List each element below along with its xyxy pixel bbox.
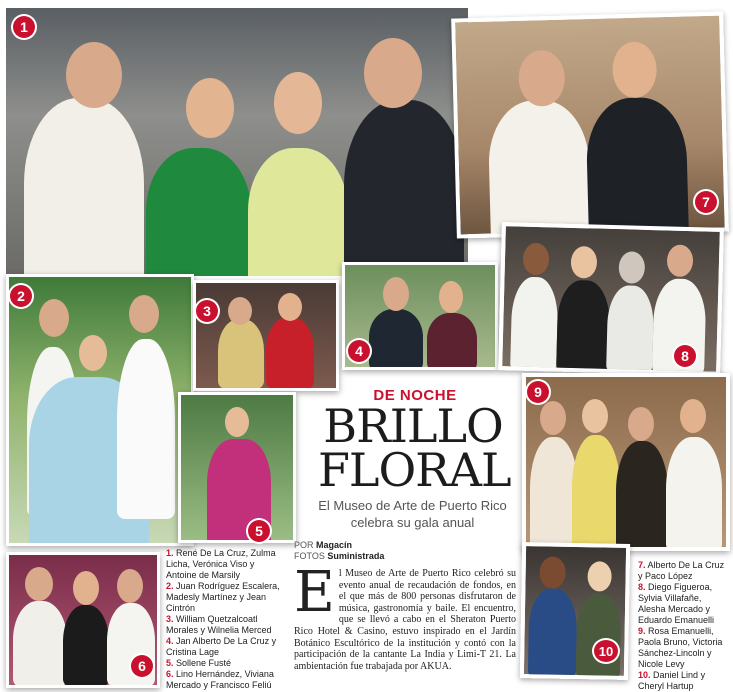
person-figure <box>218 319 264 389</box>
person-head <box>364 38 422 108</box>
person-figure <box>510 276 558 372</box>
person-head <box>39 299 69 337</box>
person-head <box>73 571 99 605</box>
photo-5 <box>178 392 296 543</box>
caption-item: 10. Daniel Lind y Cheryl Hartup <box>638 670 706 691</box>
person-head <box>540 401 566 435</box>
person-figure <box>369 309 423 370</box>
caption-item: 1. René De La Cruz, Zulma Licha, Verónica Viso y Antoine de Marsily <box>166 548 276 580</box>
person-head <box>383 277 409 311</box>
person-figure <box>427 313 477 370</box>
person-figure <box>248 148 348 276</box>
captions-left <box>166 548 286 691</box>
article-subtitle: El Museo de Arte de Puerto Rico celebra su gala anual <box>318 498 507 530</box>
article-dropcap: E <box>294 560 335 625</box>
person-head <box>228 297 252 325</box>
person-figure <box>63 605 109 687</box>
person-head <box>66 42 122 108</box>
person-head <box>628 407 654 441</box>
caption-item: 5. Sollene Fusté <box>166 658 232 668</box>
caption-item: 8. Diego Figueroa, Sylvia Villafañe, Alesha Mercado y Eduardo Emanuelli <box>638 582 715 625</box>
caption-item: 9. Rosa Emanuelli, Paola Bruno, Victoria Sánchez-Lincoln y Nicole Levy <box>638 626 723 669</box>
person-figure <box>266 317 314 389</box>
caption-item: 3. William Quetzalcoatl Morales y Wilnelia Merced <box>166 614 272 635</box>
photo-number-badge: 3 <box>196 300 218 322</box>
person-figure <box>572 435 620 551</box>
photo-3 <box>193 280 339 391</box>
person-head <box>278 293 302 321</box>
person-head <box>117 569 143 603</box>
article-title-line-2: FLORAL <box>318 443 511 497</box>
person-head <box>680 399 706 433</box>
person-head <box>186 78 234 138</box>
byline-photos: Suministrada <box>327 551 385 561</box>
person-figure <box>117 339 175 519</box>
person-figure <box>606 285 654 374</box>
photo-number-badge: 10 <box>594 640 618 662</box>
person-head <box>79 335 107 371</box>
caption-item: 6. Lino Hernández, Viviana Mercado y Francisco Feliú <box>166 669 274 690</box>
caption-item: 2. Juan Rodríguez Escalera, Madesly Martínez y Jean Cintrón <box>166 581 280 613</box>
person-head <box>25 567 53 601</box>
article-title-line-1: BRILLO <box>323 399 503 453</box>
person-figure <box>24 98 144 276</box>
person-head <box>225 407 249 437</box>
byline-author: Magacín <box>316 540 353 550</box>
person-figure <box>616 441 668 551</box>
person-figure <box>530 437 578 551</box>
person-head <box>582 399 608 433</box>
article-body <box>294 560 516 672</box>
person-figure <box>666 437 722 551</box>
person-figure <box>528 588 578 679</box>
photo-number-badge: 1 <box>13 16 35 38</box>
person-figure <box>146 148 251 276</box>
byline-fotos-label: FOTOS <box>294 551 325 561</box>
photo-7 <box>451 11 729 238</box>
article-body-text: l Museo de Arte de Puerto Rico celebró su evento anual de recaudación de fondos, en el que más de 800 personas disfrutaron de música, gastronomía y baile. El encuentro, que se llevó a cabo en el Sheraton Puerto Rico Hotel & Casino, estuvo inspirado en el Jardín Botánico Escultórico de la institución y contó con la participación de la cantante La India y Limi-T 21. La ambientación fue trabajada por AKUA. <box>294 568 516 672</box>
photo-9 <box>522 373 730 551</box>
photo-1 <box>6 8 468 276</box>
photo-number-badge: 8 <box>674 345 696 367</box>
photo-number-badge: 4 <box>348 340 370 362</box>
person-head <box>439 281 463 313</box>
person-figure <box>576 593 621 680</box>
person-figure <box>556 280 610 373</box>
photo-number-badge: 7 <box>695 191 717 213</box>
person-figure <box>13 601 67 687</box>
captions-right <box>638 560 730 692</box>
person-figure <box>344 100 464 276</box>
caption-item: 4. Jan Alberto De La Cruz y Cristina Lage <box>166 636 277 657</box>
person-head <box>129 295 159 333</box>
person-figure <box>585 96 689 238</box>
person-head <box>274 72 322 134</box>
article-kicker: DE NOCHE <box>373 387 457 404</box>
caption-item: 7. Alberto De La Cruz y Paco López <box>638 560 725 581</box>
photo-number-badge: 6 <box>131 655 153 677</box>
person-figure <box>487 99 591 238</box>
article-byline <box>294 540 384 562</box>
photo-number-badge: 9 <box>527 381 549 403</box>
photo-2 <box>6 274 194 546</box>
byline-por-label: POR <box>294 540 314 550</box>
photo-number-badge: 5 <box>248 520 270 542</box>
photo-number-badge: 2 <box>10 285 32 307</box>
